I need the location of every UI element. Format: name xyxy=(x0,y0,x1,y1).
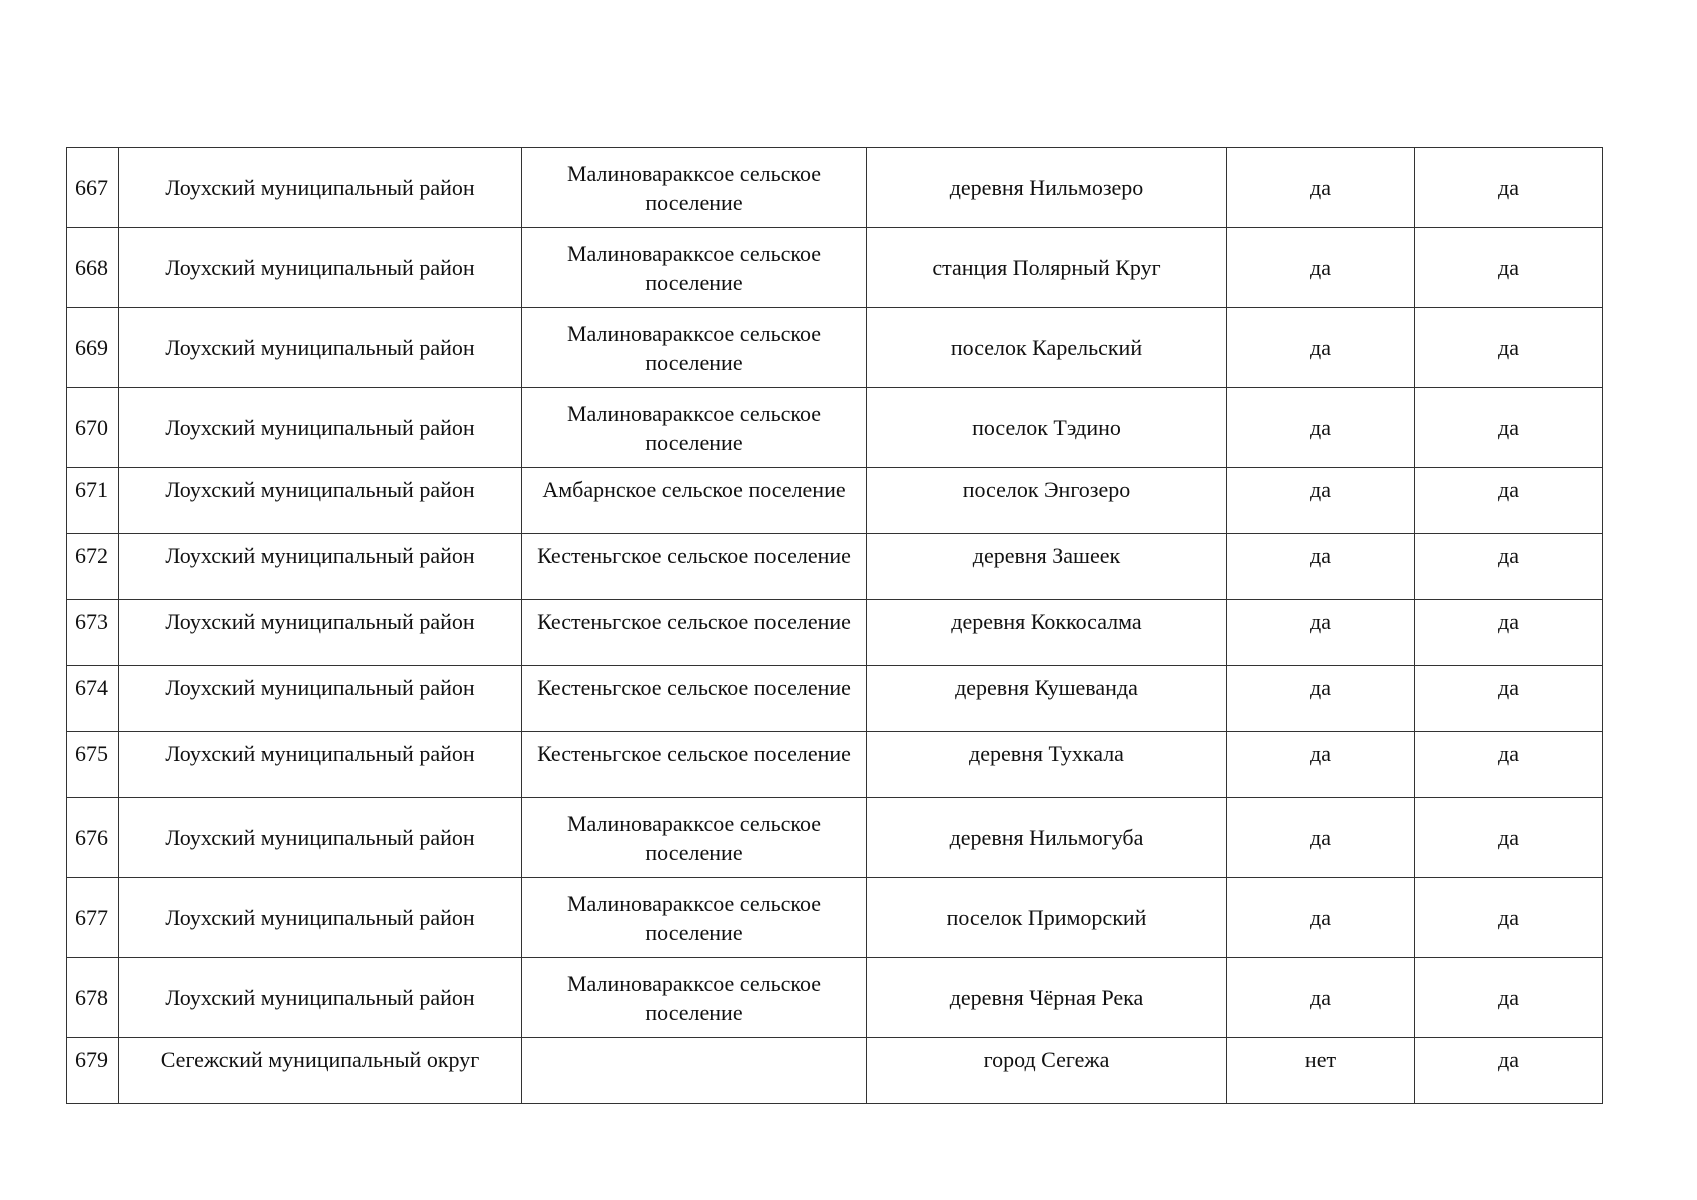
flag-cell-1: да xyxy=(1227,958,1415,1038)
locality-cell: деревня Нильмозеро xyxy=(867,148,1227,228)
locality-cell: станция Полярный Круг xyxy=(867,228,1227,308)
row-number-cell: 676 xyxy=(67,798,119,878)
district-cell: Сегежский муниципальный округ xyxy=(119,1038,522,1104)
locality-cell: поселок Приморский xyxy=(867,878,1227,958)
flag-cell-1: да xyxy=(1227,600,1415,666)
settlement-cell: Малиноваракксое сельское поселение xyxy=(522,228,867,308)
settlement-cell: Малиноваракксое сельское поселение xyxy=(522,388,867,468)
settlements-table xyxy=(66,147,1603,1104)
row-number-cell: 675 xyxy=(67,732,119,798)
locality-cell: город Сегежа xyxy=(867,1038,1227,1104)
settlement-cell: Кестеньгское сельское поселение xyxy=(522,666,867,732)
flag-cell-2: да xyxy=(1415,468,1603,534)
row-number-cell: 670 xyxy=(67,388,119,468)
settlement-cell: Кестеньгское сельское поселение xyxy=(522,600,867,666)
flag-cell-2: да xyxy=(1415,308,1603,388)
settlement-cell: Малиноваракксое сельское поселение xyxy=(522,798,867,878)
locality-cell: поселок Энгозеро xyxy=(867,468,1227,534)
flag-cell-1: нет xyxy=(1227,1038,1415,1104)
row-number-cell: 672 xyxy=(67,534,119,600)
settlement-cell xyxy=(522,1038,867,1104)
district-cell: Лоухский муниципальный район xyxy=(119,600,522,666)
locality-cell: деревня Тухкала xyxy=(867,732,1227,798)
flag-cell-1: да xyxy=(1227,732,1415,798)
flag-cell-1: да xyxy=(1227,468,1415,534)
district-cell: Лоухский муниципальный район xyxy=(119,732,522,798)
settlement-cell: Малиноваракксое сельское поселение xyxy=(522,878,867,958)
flag-cell-2: да xyxy=(1415,798,1603,878)
flag-cell-1: да xyxy=(1227,534,1415,600)
row-number-cell: 669 xyxy=(67,308,119,388)
table-row xyxy=(67,1038,1603,1104)
locality-cell: деревня Зашеек xyxy=(867,534,1227,600)
flag-cell-1: да xyxy=(1227,148,1415,228)
table-row xyxy=(67,878,1603,958)
flag-cell-2: да xyxy=(1415,732,1603,798)
flag-cell-1: да xyxy=(1227,878,1415,958)
locality-cell: поселок Карельский xyxy=(867,308,1227,388)
flag-cell-2: да xyxy=(1415,148,1603,228)
locality-cell: деревня Коккосалма xyxy=(867,600,1227,666)
district-cell: Лоухский муниципальный район xyxy=(119,148,522,228)
row-number-cell: 674 xyxy=(67,666,119,732)
settlement-cell: Амбарнское сельское поселение xyxy=(522,468,867,534)
flag-cell-2: да xyxy=(1415,600,1603,666)
row-number-cell: 677 xyxy=(67,878,119,958)
row-number-cell: 667 xyxy=(67,148,119,228)
flag-cell-2: да xyxy=(1415,878,1603,958)
table-row xyxy=(67,228,1603,308)
row-number-cell: 671 xyxy=(67,468,119,534)
district-cell: Лоухский муниципальный район xyxy=(119,228,522,308)
district-cell: Лоухский муниципальный район xyxy=(119,666,522,732)
table-row xyxy=(67,468,1603,534)
table-body xyxy=(67,148,1603,1104)
row-number-cell: 673 xyxy=(67,600,119,666)
table-row xyxy=(67,600,1603,666)
flag-cell-1: да xyxy=(1227,308,1415,388)
settlement-cell: Кестеньгское сельское поселение xyxy=(522,534,867,600)
locality-cell: поселок Тэдино xyxy=(867,388,1227,468)
district-cell: Лоухский муниципальный район xyxy=(119,468,522,534)
table-row xyxy=(67,388,1603,468)
row-number-cell: 668 xyxy=(67,228,119,308)
table-row xyxy=(67,148,1603,228)
settlement-cell: Малиноваракксое сельское поселение xyxy=(522,308,867,388)
locality-cell: деревня Кушеванда xyxy=(867,666,1227,732)
table-row xyxy=(67,534,1603,600)
locality-cell: деревня Нильмогуба xyxy=(867,798,1227,878)
row-number-cell: 678 xyxy=(67,958,119,1038)
flag-cell-2: да xyxy=(1415,388,1603,468)
flag-cell-2: да xyxy=(1415,1038,1603,1104)
settlement-cell: Малиноваракксое сельское поселение xyxy=(522,958,867,1038)
settlement-cell: Кестеньгское сельское поселение xyxy=(522,732,867,798)
locality-cell: деревня Чёрная Река xyxy=(867,958,1227,1038)
flag-cell-2: да xyxy=(1415,534,1603,600)
district-cell: Лоухский муниципальный район xyxy=(119,798,522,878)
district-cell: Лоухский муниципальный район xyxy=(119,878,522,958)
flag-cell-1: да xyxy=(1227,388,1415,468)
district-cell: Лоухский муниципальный район xyxy=(119,388,522,468)
district-cell: Лоухский муниципальный район xyxy=(119,308,522,388)
settlement-cell: Малиноваракксое сельское поселение xyxy=(522,148,867,228)
flag-cell-1: да xyxy=(1227,666,1415,732)
row-number-cell: 679 xyxy=(67,1038,119,1104)
flag-cell-2: да xyxy=(1415,228,1603,308)
flag-cell-2: да xyxy=(1415,958,1603,1038)
table-row xyxy=(67,308,1603,388)
flag-cell-2: да xyxy=(1415,666,1603,732)
district-cell: Лоухский муниципальный район xyxy=(119,958,522,1038)
table-row xyxy=(67,798,1603,878)
table-row xyxy=(67,666,1603,732)
district-cell: Лоухский муниципальный район xyxy=(119,534,522,600)
flag-cell-1: да xyxy=(1227,228,1415,308)
table-row xyxy=(67,732,1603,798)
table-row xyxy=(67,958,1603,1038)
flag-cell-1: да xyxy=(1227,798,1415,878)
